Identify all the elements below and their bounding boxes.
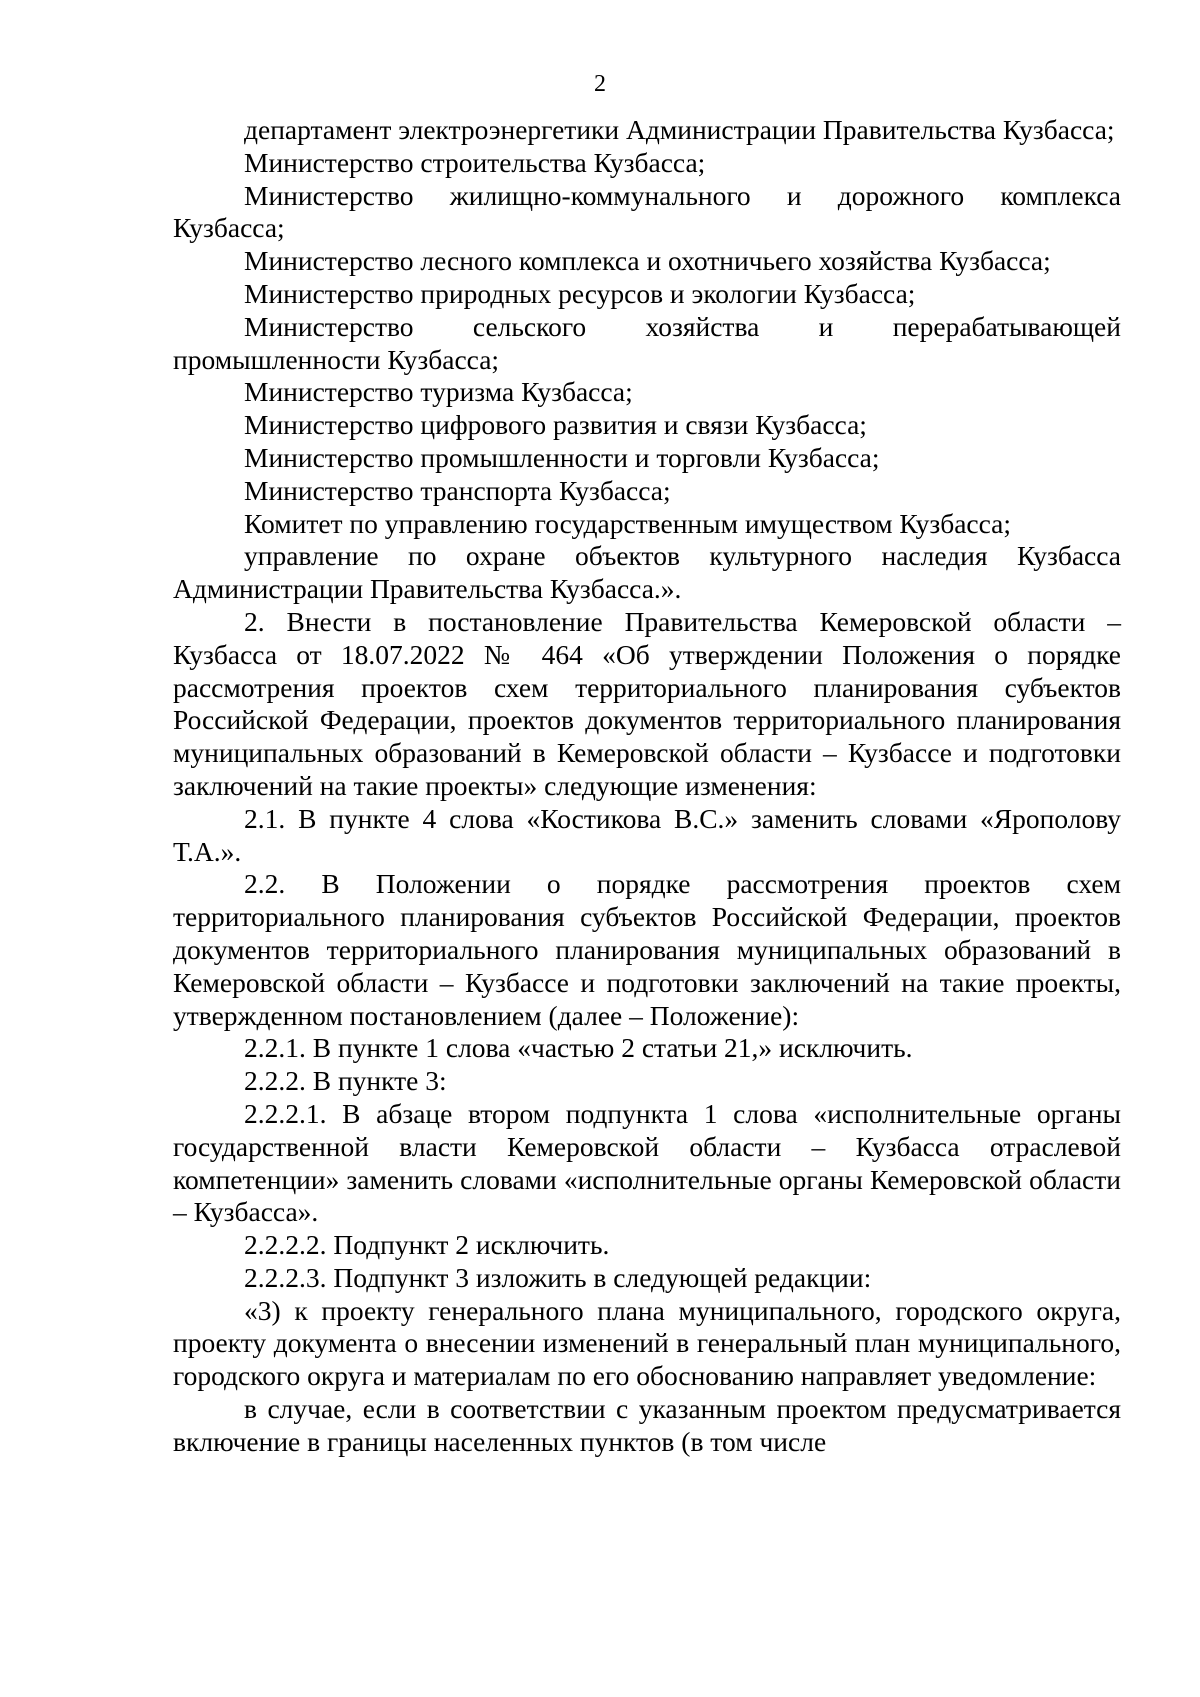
paragraph: Министерство промышленности и торговли Кузбасса;	[244, 441, 880, 473]
paragraph: 2. Внести в постановление Правительства Кемеровской области – Кузбасса от 18.07.2022 № 464 «Об утверждении Положения о порядке рассмотрения проектов схем территориального планирования субъектов Российской Федерации, проектов документов территориального планирования муниципальных образований в Кемеровской области – Кузбассе и подготовки заключений на такие проекты» следующие изменения:	[173, 605, 1121, 801]
paragraph: Министерство цифрового развития и связи Кузбасса;	[244, 409, 867, 441]
paragraph: 2.2.2. В пункте 3:	[244, 1065, 447, 1097]
paragraph: Министерство туризма Кузбасса;	[244, 376, 633, 408]
paragraph: Министерство природных ресурсов и экологии Кузбасса;	[244, 277, 916, 309]
paragraph: департамент электроэнергетики Администрации Правительства Кузбасса;	[244, 114, 1115, 145]
paragraph: Комитет по управлению государственным имуществом Кузбасса;	[244, 507, 1012, 539]
paragraph: управление по охране объектов культурного наследия Кузбасса Администрации Правительства Кузбасса.».	[173, 540, 1121, 605]
paragraph: 2.2.2.3. Подпункт 3 изложить в следующей редакции:	[244, 1261, 872, 1293]
paragraph: 2.2.2.1. В абзаце втором подпункта 1 слова «исполнительные органы государственной власти Кемеровской области – Кузбасса отраслевой компетенции» заменить словами «исполнительные органы Кемеровской области – Кузбасса».	[173, 1097, 1121, 1228]
paragraph: Министерство лесного комплекса и охотничьего хозяйства Кузбасса;	[244, 245, 1051, 277]
paragraph: 2.2. В Положении о порядке рассмотрения проектов схем территориального планирования субъектов Российской Федерации, проектов документов территориального планирования муниципальных образований в Кемеровской области – Кузбассе и подготовки заключений на такие проекты, утвержденном постановлением (далее – Положение):	[173, 868, 1121, 1031]
document-body	[173, 114, 1121, 1459]
paragraph: Министерство транспорта Кузбасса;	[244, 474, 671, 506]
paragraph: 2.2.1. В пункте 1 слова «частью 2 статьи 21,» исключить.	[244, 1032, 913, 1064]
page-number: 2	[594, 71, 606, 97]
paragraph: Министерство жилищно-коммунального и дорожного комплекса Кузбасса;	[173, 179, 1121, 244]
paragraph: в случае, если в соответствии с указанным проектом предусматривается включение в границы населенных пунктов (в том числе	[173, 1393, 1121, 1457]
paragraph: 2.2.2.2. Подпункт 2 исключить.	[244, 1229, 610, 1261]
paragraph: 2.1. В пункте 4 слова «Костикова В.С.» заменить словами «Ярополову Т.А.».	[173, 802, 1121, 867]
paragraph: Министерство строительства Кузбасса;	[244, 146, 706, 178]
paragraph: «3) к проекту генерального плана муниципального, городского округа, проекту документа о внесении изменений в генеральный план муниципального, городского округа и материалам по его обоснованию направляет уведомление:	[173, 1294, 1121, 1392]
paragraph: Министерство сельского хозяйства и перерабатывающей промышленности Кузбасса;	[173, 310, 1121, 375]
